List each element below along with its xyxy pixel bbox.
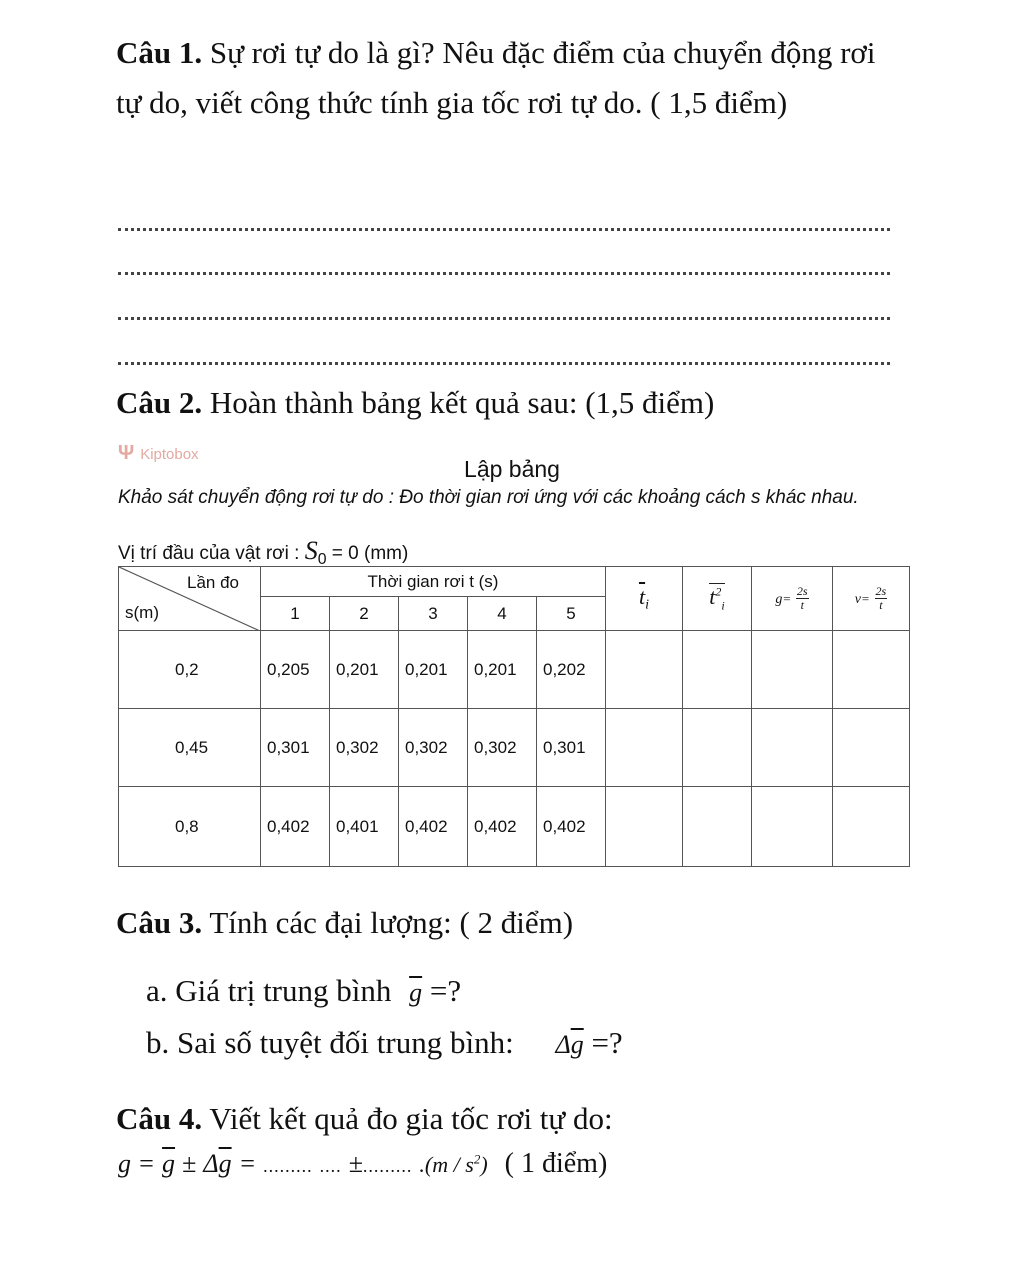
corner-bottom: s(m): [125, 603, 159, 622]
question-4: [116, 1094, 613, 1144]
question-3a: [146, 966, 461, 1018]
initial-position-value: = 0 (mm): [331, 543, 409, 564]
time-cell: 0,201: [468, 631, 537, 709]
corner-top: Lần đo: [187, 573, 239, 592]
time-cell: 0,201: [330, 631, 399, 709]
empty-cell[interactable]: [606, 709, 683, 787]
initial-position: [118, 536, 408, 569]
question-2: [116, 378, 916, 428]
time-cell: 0,302: [330, 709, 399, 787]
col-v: v= $\frac{2s}{t}$: [833, 567, 910, 631]
question-4-label: Câu 4.: [116, 1101, 203, 1136]
question-1-label: Câu 1.: [116, 35, 203, 70]
empty-cell[interactable]: [752, 709, 833, 787]
blank[interactable]: .........: [263, 1156, 313, 1176]
question-2-label: Câu 2.: [116, 385, 203, 420]
question-3a-expr: =?: [429, 973, 462, 1008]
empty-cell[interactable]: [833, 631, 910, 709]
trial-number: 1: [261, 597, 330, 631]
empty-cell[interactable]: [752, 787, 833, 867]
table-title: Lập bảng: [464, 456, 560, 482]
empty-cell[interactable]: [683, 787, 752, 867]
time-cell: 0,402: [468, 787, 537, 867]
time-cell: 0,402: [261, 787, 330, 867]
col-t-mean: $\overline{t}_i$: [606, 567, 683, 631]
time-cell: 0,402: [399, 787, 468, 867]
empty-cell[interactable]: [683, 709, 752, 787]
initial-position-symbol: S: [304, 536, 318, 565]
blank[interactable]: .........: [362, 1156, 413, 1176]
time-cell: 0,202: [537, 631, 606, 709]
table-row: [119, 709, 910, 787]
time-cell: 0,302: [468, 709, 537, 787]
blank[interactable]: ....: [319, 1156, 342, 1176]
question-3-label: Câu 3.: [116, 905, 203, 940]
question-4-text: Viết kết quả đo gia tốc rơi tự do:: [209, 1101, 613, 1136]
results-table: [118, 566, 910, 867]
time-cell: 0,205: [261, 631, 330, 709]
trial-number: 5: [537, 597, 606, 631]
time-cell: 0,302: [399, 709, 468, 787]
time-cell: 0,301: [537, 709, 606, 787]
answer-line: [118, 272, 890, 275]
distance-cell: 0,8: [119, 787, 261, 867]
distance-cell: 0,45: [119, 709, 261, 787]
initial-position-label: Vị trí đầu của vật rơi :: [118, 543, 300, 564]
time-cell: 0,201: [399, 631, 468, 709]
trial-number: 4: [468, 597, 537, 631]
empty-cell[interactable]: [833, 709, 910, 787]
empty-cell[interactable]: [752, 631, 833, 709]
col-g: g= $\frac{2s}{t}$: [752, 567, 833, 631]
logo-icon: Ψ: [118, 442, 135, 464]
answer-line: [118, 228, 890, 231]
empty-cell[interactable]: [683, 631, 752, 709]
table-row: [119, 787, 910, 867]
trial-number: 2: [330, 597, 399, 631]
distance-cell: 0,2: [119, 631, 261, 709]
time-header: Thời gian rơi t (s): [261, 567, 606, 597]
table-row: [119, 631, 910, 709]
question-3a-text: a. Giá trị trung bình: [146, 973, 392, 1008]
answer-line: [118, 362, 890, 365]
question-2-text: Hoàn thành bảng kết quả sau: (1,5 điểm): [209, 385, 715, 420]
delta-g-symbol: $\Delta\overline{g}$: [555, 1030, 584, 1059]
question-3b: [146, 1018, 623, 1070]
table-description: Khảo sát chuyển động rơi tự do : Đo thời gian rơi ứng với các khoảng cách s khác nhau.: [118, 487, 859, 508]
points: ( 1 điểm): [504, 1148, 608, 1179]
empty-cell[interactable]: [606, 787, 683, 867]
empty-cell[interactable]: [833, 787, 910, 867]
corner-header: [119, 567, 261, 631]
time-cell: 0,301: [261, 709, 330, 787]
time-cell: 0,401: [330, 787, 399, 867]
initial-position-sub: 0: [317, 550, 327, 568]
result-formula: $g = \overline{g} \pm \Delta\overline{g}$ = ......... .... ±......... $.(m / s^2)$ ( 1 điểm): [118, 1148, 608, 1179]
question-1-text: Sự rơi tự do là gì? Nêu đặc điểm của chuyển động rơi tự do, viết công thức tính gia tốc rơi tự do. ( 1,5 điểm): [116, 35, 876, 120]
g-mean-symbol: $\overline{g}$: [409, 978, 423, 1007]
trial-number: 3: [399, 597, 468, 631]
answer-line: [118, 317, 890, 320]
empty-cell[interactable]: [606, 631, 683, 709]
logo-text: Kiptobox: [140, 446, 199, 463]
question-3: [116, 898, 573, 948]
question-3-text: Tính các đại lượng: ( 2 điểm): [209, 905, 574, 940]
time-cell: 0,402: [537, 787, 606, 867]
question-1: [116, 28, 896, 128]
question-3b-expr: =?: [591, 1025, 623, 1060]
col-t2-mean: $t^2_i$: [683, 567, 752, 631]
question-3b-text: b. Sai số tuyệt đối trung bình:: [146, 1025, 514, 1060]
